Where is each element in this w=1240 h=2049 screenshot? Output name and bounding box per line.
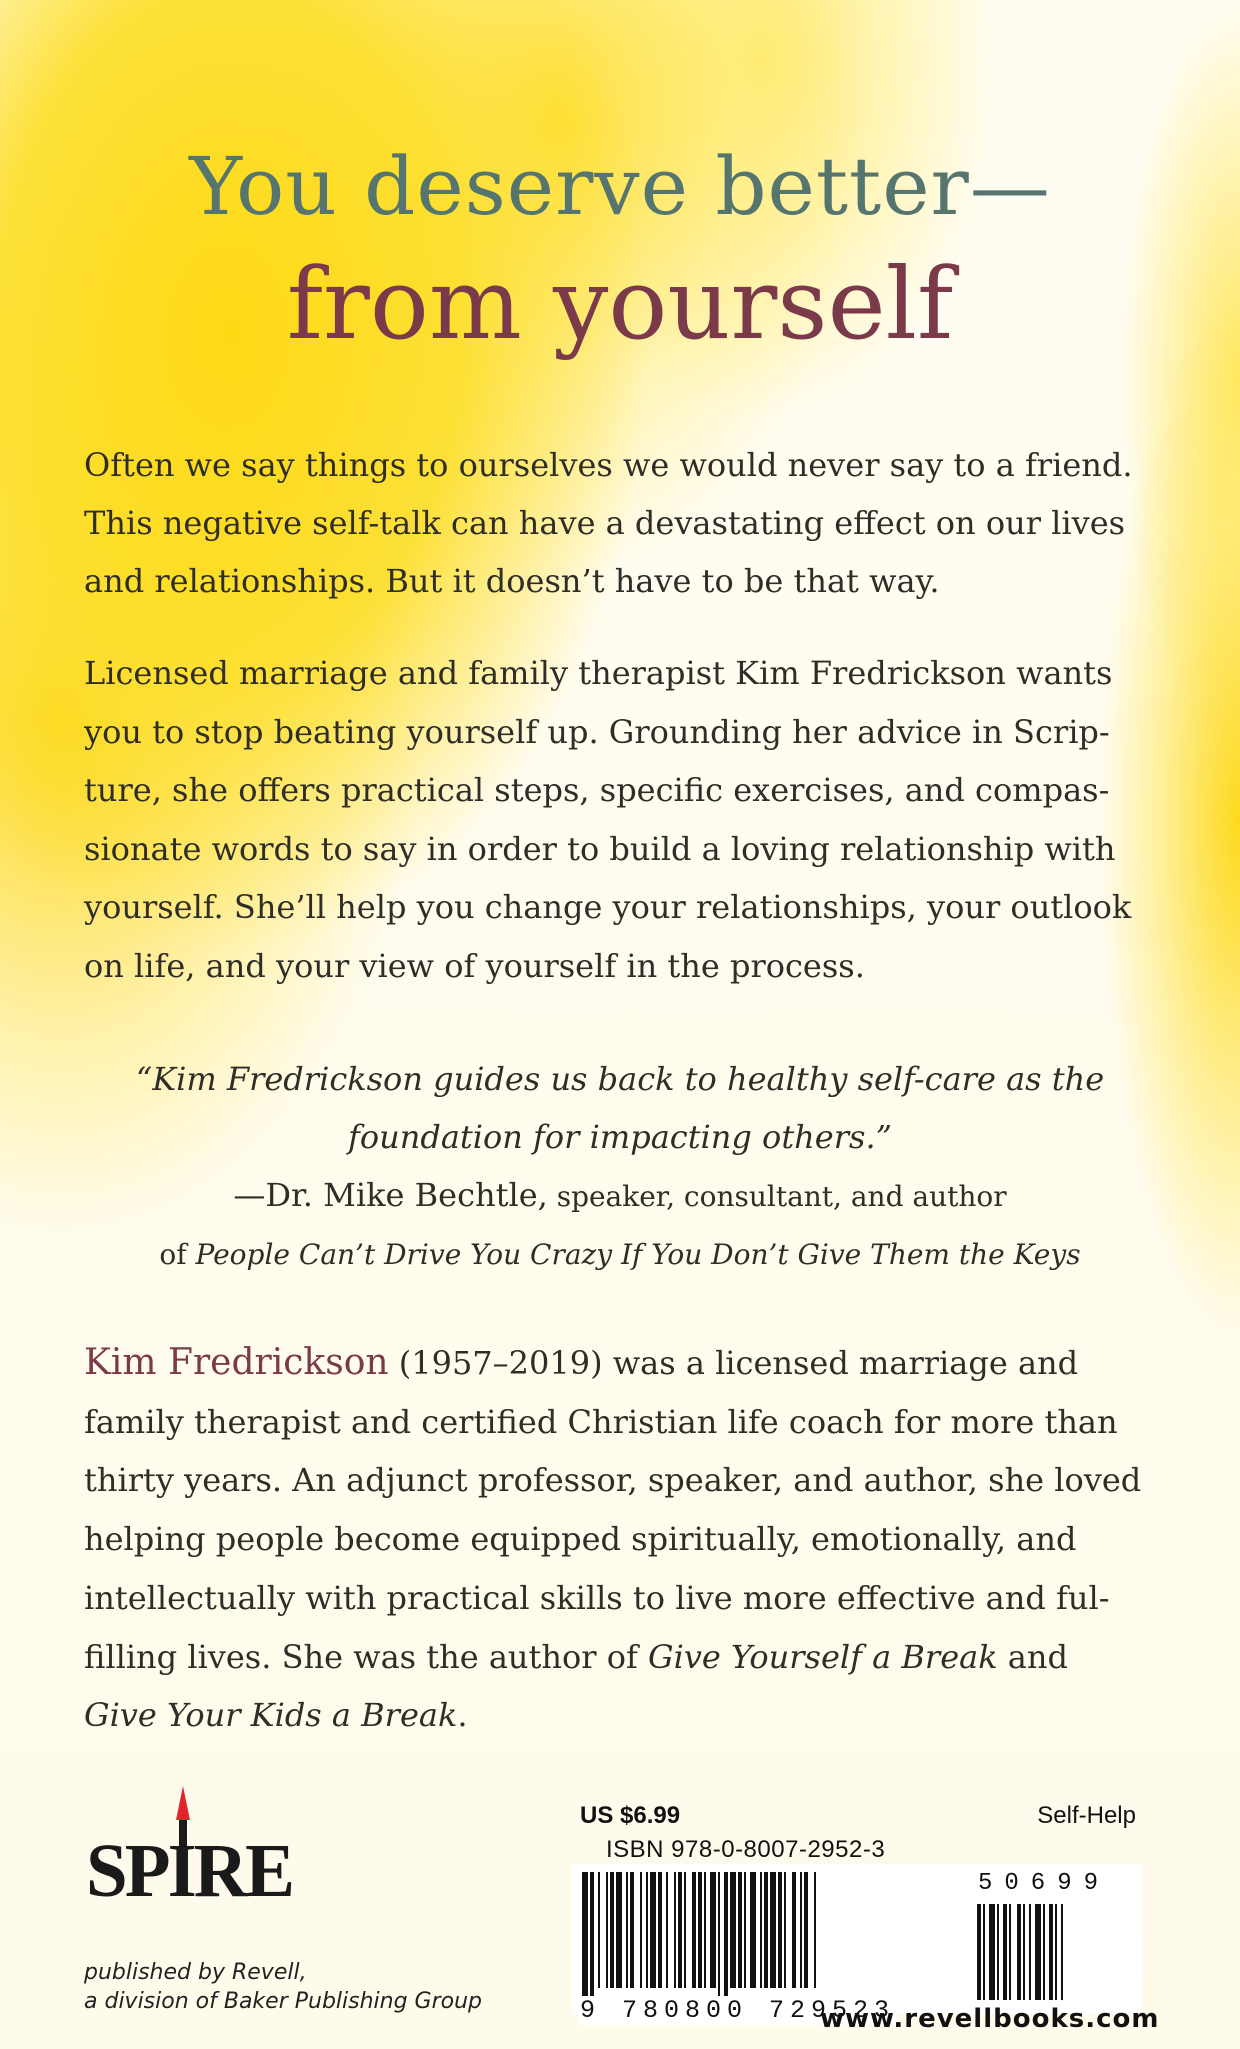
barcode-bar (650, 1872, 656, 1988)
barcode-bar (606, 1872, 608, 1988)
endorser-book-title: People Can’t Drive You Crazy If You Don’t Give Them the Keys (195, 1238, 1081, 1271)
bio-and: and (997, 1637, 1068, 1676)
barcode-bar (658, 1872, 662, 1988)
barcode-bar (760, 1872, 762, 1988)
barcode-bar (744, 1872, 746, 1988)
barcode-addon-bar (1043, 1904, 1045, 2000)
barcode-bar (598, 1872, 600, 1988)
barcode-bar (626, 1872, 628, 1988)
publisher-credit (84, 1958, 482, 2016)
barcode-bar (684, 1872, 686, 1988)
publisher-line-2: a division of Baker Publishing Group (84, 1989, 483, 2014)
barcode-bar (610, 1872, 614, 1988)
barcode-bar (666, 1872, 668, 1988)
barcode-bar (784, 1872, 786, 1988)
endorser-name: —Dr. Mike Bechtle, (233, 1176, 548, 1214)
bio-text-1: (1957–2019) was a licensed marriage and family therapist and certified Christian life coach for more than thirty years. An adjunct professor, speaker, and author, she loved helping people become equipped spiritually, emotionally, and intellectually with practical skills to live more effective and ful-filling lives. She was the author of (84, 1344, 1142, 1676)
barcode-bar (616, 1872, 622, 1988)
barcode-addon-bar (1023, 1904, 1025, 2000)
spire-logo-text: SPIRE (86, 1829, 292, 1902)
barcode-bar (718, 1872, 720, 2000)
spire-logo-tip (176, 1786, 190, 1820)
barcode-addon-bar (1055, 1904, 1057, 2000)
barcode-bar (692, 1872, 696, 1988)
barcode-addon-digits: 50699 (978, 1870, 1111, 1897)
barcode-bar (792, 1872, 796, 1988)
barcode-bar (590, 1872, 594, 2000)
author-name: Kim Fredrickson (84, 1342, 389, 1383)
barcode-bar (582, 1872, 588, 2000)
barcode-bar (724, 1872, 728, 2000)
barcode-digits: 9 780800 729523 (580, 1996, 896, 2025)
barcode-bar (646, 1872, 648, 1988)
bio-book-1: Give Yourself a Break (648, 1637, 998, 1676)
barcode-addon-bar (1009, 1904, 1011, 2000)
barcode-bar (764, 1872, 768, 1988)
barcode-bar (750, 1872, 756, 1988)
barcode-bar (814, 1872, 816, 1988)
barcode-bar (678, 1872, 682, 1988)
barcode-addon-bar (1035, 1904, 1041, 2000)
author-bio (84, 1334, 1144, 1745)
barcode-addon-bar (1049, 1904, 1053, 2000)
isbn: ISBN 978-0-8007-2952-3 (606, 1836, 886, 1863)
barcode-bar (698, 1872, 702, 1988)
barcode-bar (738, 1872, 742, 1988)
barcode-bar (778, 1872, 782, 1988)
headline-line-2: from yourself (286, 248, 954, 362)
blurb-paragraph-2: Licensed marriage and family therapist Kim Fredrickson wants you to stop beating yourself up. Grounding her advice in Scrip-ture, she offers practical steps, specific exercises, and compas-sionate words to say in order to build a loving relationship with yourself. She’ll help you change your relationships, your outlook on life, and your view of yourself in the process. (84, 654, 1132, 985)
barcode-bar (800, 1872, 802, 1988)
headline-line-1: You deserve better— (189, 140, 1051, 233)
price: US $6.99 (580, 1802, 681, 1829)
blurb-paragraph-1: Often we say things to ourselves we would never say to a friend. This negative self-talk can have a devastating effect on our lives and relationships. But it doesn’t have to be that way. (84, 446, 1133, 600)
barcode-bar (704, 1872, 706, 1988)
publisher-website: www.revellbooks.com (820, 2004, 1160, 2034)
endorsement-attribution (110, 1166, 1130, 1284)
endorser-of-label: of (159, 1238, 196, 1271)
endorsement-quote: “Kim Fredrickson guides us back to healthy self-care as the foundation for impacting others.” (135, 1060, 1105, 1156)
spire-logo (84, 1782, 294, 1902)
barcode-addon-bar (1061, 1904, 1063, 2000)
bio-book-2: Give Your Kids a Break (84, 1696, 458, 1735)
category: Self-Help (1037, 1802, 1136, 1829)
publisher-line-1: published by Revell, (84, 1960, 307, 1985)
barcode-bar (640, 1872, 642, 1988)
endorser-role: speaker, consultant, and author (547, 1180, 1007, 1213)
barcode-addon-bar (989, 1904, 995, 2000)
barcode-bar (674, 1872, 676, 1988)
barcode-bar (804, 1872, 808, 1988)
barcode-bar (770, 1872, 776, 1988)
barcode-bar (730, 1872, 736, 1988)
bio-end: . (457, 1696, 468, 1735)
barcode-addon-bar (1017, 1904, 1021, 2000)
barcode-addon-bar (1003, 1904, 1007, 2000)
barcode-bar (710, 1872, 716, 1988)
barcode-addon-bar (1029, 1904, 1031, 2000)
barcode-addon-bar (997, 1904, 999, 2000)
barcode-bar (630, 1872, 634, 1988)
barcode-addon-bar (977, 1904, 981, 2000)
barcode-addon-bar (983, 1904, 985, 2000)
